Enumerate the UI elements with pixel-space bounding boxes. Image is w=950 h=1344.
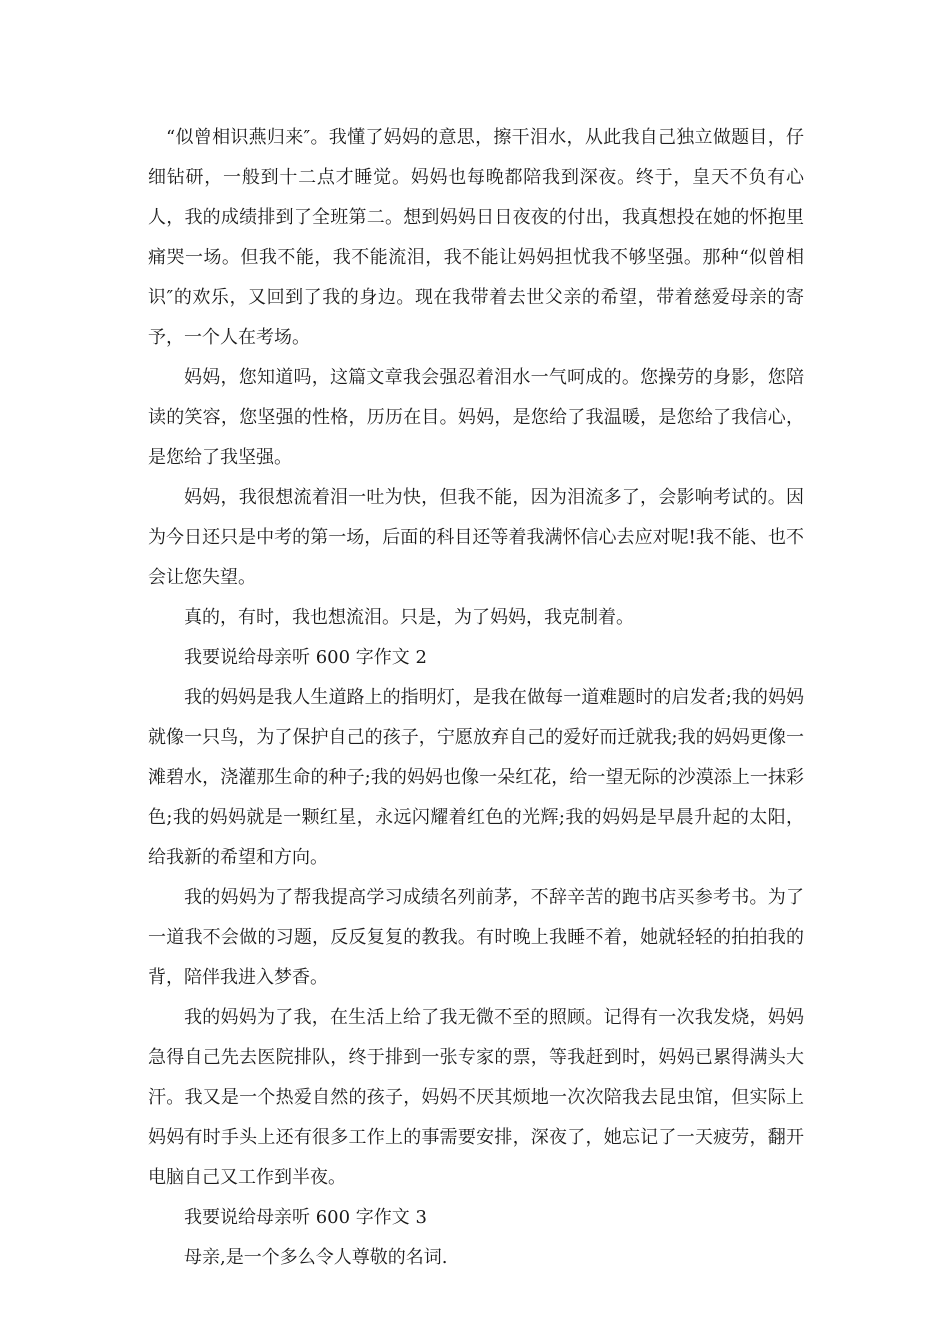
paragraph-1: “似曾相识燕归来″。我懂了妈妈的意思，擦干泪水，从此我自己独立做题目，仔细钻研，一般到十二点才睡觉。妈妈也每晚都陪我到深夜。终于，皇天不负有心人，我的成绩排到了全班第二。想到妈妈日日夜夜的付出，我真想投在她的怀抱里痛哭一场。但我不能，我不能流泪，我不能让妈妈担忧我不够坚强。那种“似曾相识″的欢乐，又回到了我的身边。现在我带着去世父亲的希望，带着慈爱母亲的寄予，一个人在考场。 <box>148 127 804 348</box>
paragraph-5: 我的妈妈是我人生道路上的指明灯，是我在做每一道难题时的启发者;我的妈妈就像一只鸟，为了保护自己的孩子，宁愿放弃自己的爱好而迁就我;我的妈妈更像一滩碧水，浇灌那生命的种子;我的妈妈也像一朵红花，给一望无际的沙漠添上一抹彩色;我的妈妈就是一颗红星，永远闪耀着红色的光辉;我的妈妈是早晨升起的太阳，给我新的希望和方向。 <box>148 687 804 868</box>
section-heading-2: 我要说给母亲听 600 字作文 2 <box>184 647 427 668</box>
paragraph-3: 妈妈，我很想流着泪一吐为快，但我不能，因为泪流多了，会影响考试的。因为今日还只是中考的第一场，后面的科目还等着我满怀信心去应对呢!我不能、也不会让您失望。 <box>148 487 804 588</box>
essay-text <box>148 118 804 1278</box>
paragraph-8: 母亲,是一个多么令人尊敬的名词. <box>184 1247 448 1268</box>
paragraph-7: 我的妈妈为了我，在生活上给了我无微不至的照顾。记得有一次我发烧，妈妈急得自己先去医院排队，终于排到一张专家的票，等我赶到时，妈妈已累得满头大汗。我又是一个热爱自然的孩子，妈妈不厌其烦地一次次陪我去昆虫馆，但实际上妈妈有时手头上还有很多工作上的事需要安排，深夜了，她忘记了一天疲劳，翻开电脑自己又工作到半夜。 <box>148 1007 804 1188</box>
paragraph-4: 真的，有时，我也想流泪。只是，为了妈妈，我克制着。 <box>184 607 634 628</box>
section-heading-3: 我要说给母亲听 600 字作文 3 <box>184 1207 427 1228</box>
paragraph-2: 妈妈，您知道吗，这篇文章我会强忍着泪水一气呵成的。您操劳的身影，您陪读的笑容，您坚强的性格，历历在目。妈妈，是您给了我温暖，是您给了我信心，是您给了我坚强。 <box>148 367 804 468</box>
paragraph-6: 我的妈妈为了帮我提高学习成绩名列前茅，不辞辛苦的跑书店买参考书。为了一道我不会做的习题，反反复复的教我。有时晚上我睡不着，她就轻轻的拍拍我的背，陪伴我进入梦香。 <box>148 887 804 988</box>
